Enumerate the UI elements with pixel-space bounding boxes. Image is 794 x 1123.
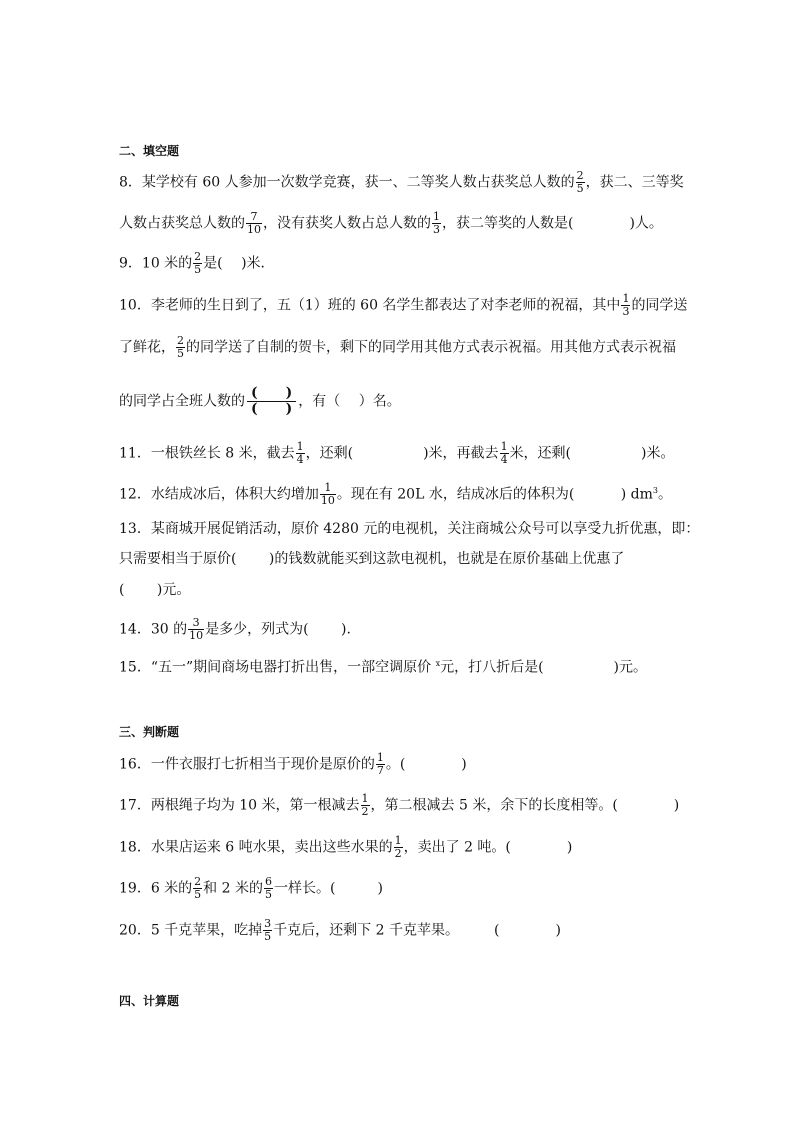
q12-fraction-num: 1 <box>320 482 336 495</box>
q14-fraction-den: 10 <box>189 629 204 642</box>
q19-fraction-1 <box>193 876 202 901</box>
q14-text-b: 是多少，列式为( ). <box>205 621 351 638</box>
question-10-line-3 <box>119 386 401 417</box>
q15-variable-x: x <box>435 659 441 668</box>
question-13-line-3: ( )元。 <box>119 582 191 598</box>
q17-fraction <box>361 793 370 818</box>
q11-text-a: 11．一根铁丝长 8 米，截去 <box>119 445 295 462</box>
q19-text-b: 和 2 米的 <box>203 880 263 897</box>
q15-text-a: 15．“五一”期间商场电器打折出售，一部空调原价 <box>119 659 436 676</box>
q11-fraction-1 <box>296 441 305 466</box>
q16-fraction-num: 1 <box>376 751 384 764</box>
section-heading-fill-blank: 二、填空题 <box>119 144 180 158</box>
q10-fraction-1-num: 1 <box>622 292 630 305</box>
q10-fraction-1-den: 3 <box>622 305 630 318</box>
q9-text-a: 9．10 米的 <box>119 255 193 272</box>
q18-fraction-den: 2 <box>394 847 402 860</box>
q11-fraction-2 <box>500 441 509 466</box>
q8-fraction-3-den: 3 <box>433 223 440 236</box>
q8-fraction-2-den: 10 <box>247 223 261 236</box>
q12-text-a: 12．水结成冰后，体积大约增加 <box>119 486 319 503</box>
question-18 <box>119 835 572 860</box>
q19-fraction-2-num: 6 <box>264 875 272 888</box>
q17-fraction-den: 2 <box>361 805 369 818</box>
q10-text-f: ，有（ ）名。 <box>298 393 401 410</box>
q8-fraction-3-num: 1 <box>433 210 440 223</box>
q17-text-a: 17．两根绳子均为 10 米，第一根减去 <box>119 797 360 814</box>
q19-text-a: 19．6 米的 <box>119 880 193 897</box>
question-10-line-1 <box>119 293 687 318</box>
question-20 <box>119 918 561 943</box>
q16-text-b: 。( ) <box>385 756 467 773</box>
q18-text-a: 18．水果店运来 6 吨水果，卖出这些水果的 <box>119 839 393 856</box>
q11-text-b: ，还剩( )米，再截去 <box>305 445 499 462</box>
q18-fraction <box>394 835 403 860</box>
q16-fraction <box>376 752 385 777</box>
q9-fraction <box>193 251 202 276</box>
q10-fraction-2-den: 5 <box>177 347 184 360</box>
q10-answer-numerator-blank: ( ) <box>247 386 296 402</box>
question-8-line-2 <box>119 211 663 236</box>
q14-fraction <box>188 617 204 642</box>
q8-text-e: ，获二等奖的人数是( )人。 <box>442 215 663 232</box>
q12-text-b: 。现在有 20L 水，结成冰后的体积为( ) dm <box>336 486 653 503</box>
q11-fraction-1-num: 1 <box>296 440 304 453</box>
q14-fraction-num: 3 <box>188 617 204 630</box>
q8-fraction-2-num: 7 <box>246 211 262 224</box>
q8-text-d: ，没有获奖人数占总人数的 <box>263 215 431 232</box>
q17-fraction-num: 1 <box>361 792 369 805</box>
q10-text-a: 10．李老师的生日到了，五（1）班的 60 名学生都表达了对李老师的祝福，其中 <box>119 297 621 314</box>
question-15 <box>119 654 647 678</box>
question-12 <box>119 481 672 507</box>
q12-text-c: 。 <box>658 486 672 503</box>
q17-text-b: ，第二根减去 5 米，余下的长度相等。( ) <box>370 797 680 814</box>
q10-fraction-2 <box>176 335 185 360</box>
q11-fraction-2-den: 4 <box>500 453 508 466</box>
q9-text-b: 是( )米． <box>203 255 275 272</box>
q8-fraction-2 <box>246 211 262 236</box>
q11-fraction-2-num: 1 <box>500 440 508 453</box>
q8-text-c: 人数占获奖总人数的 <box>119 215 245 232</box>
question-16 <box>119 752 467 777</box>
q8-text-b: ，获二、三等奖 <box>585 174 684 191</box>
q11-fraction-1-den: 4 <box>296 453 304 466</box>
q10-text-c: 了鲜花， <box>119 339 175 356</box>
section-heading-calculation: 四、计算题 <box>119 994 180 1008</box>
question-19 <box>119 876 383 901</box>
q10-fraction-1 <box>621 293 630 318</box>
q12-fraction <box>320 482 336 507</box>
question-14 <box>119 617 351 642</box>
q16-text-a: 16．一件衣服打七折相当于现价是原价的 <box>119 756 375 773</box>
q19-text-c: 一样长。( ) <box>273 880 383 897</box>
question-10-line-2 <box>119 335 676 360</box>
q12-fraction-den: 10 <box>320 494 335 508</box>
q18-text-b: ，卖出了 2 吨。( ) <box>403 839 573 856</box>
q14-text-a: 14．30 的 <box>119 621 188 638</box>
q9-fraction-den: 5 <box>194 263 202 276</box>
q8-text-a: 8．某学校有 60 人参加一次数学竞赛，获一、二等奖人数占获奖总人数的 <box>119 174 575 191</box>
q8-fraction-1 <box>576 170 585 195</box>
q8-fraction-3 <box>432 211 441 236</box>
question-17 <box>119 793 679 818</box>
question-13-line-2: 只需要相当于原价( )的钱数就能买到这款电视机，也就是在原价基础上优惠了 <box>119 551 625 567</box>
q11-text-c: 米，还剩( )米。 <box>509 445 675 462</box>
q19-fraction-2-den: 5 <box>264 888 272 901</box>
q10-answer-denominator-blank: ( ) <box>251 401 293 417</box>
question-13-line-1: 13．某商城开展促销活动，原价 4280 元的电视机，关注商城公众号可以享受九折优惠，即： <box>119 521 700 537</box>
q19-fraction-1-den: 5 <box>194 888 202 901</box>
q15-text-b: 元，打八折后是( )元。 <box>440 659 648 676</box>
q10-answer-fraction <box>247 386 296 417</box>
q8-fraction-1-den: 5 <box>576 182 584 195</box>
q18-fraction-num: 1 <box>394 834 402 847</box>
question-9 <box>119 251 275 276</box>
q20-fraction-den: 5 <box>264 930 272 943</box>
q16-fraction-den: 7 <box>376 764 384 777</box>
q10-text-b: 的同学送 <box>631 297 688 314</box>
q10-fraction-2-num: 2 <box>177 334 184 347</box>
q20-fraction <box>263 918 272 943</box>
q12-superscript: 3 <box>652 486 658 495</box>
q19-fraction-1-num: 2 <box>194 875 202 888</box>
q10-text-e: 的同学占全班人数的 <box>119 393 245 410</box>
q19-fraction-2 <box>264 876 273 901</box>
q20-text-a: 20．5 千克苹果，吃掉 <box>119 922 263 939</box>
q8-fraction-1-num: 2 <box>576 169 584 182</box>
question-8-line-1 <box>119 170 684 195</box>
q20-fraction-num: 3 <box>264 917 272 930</box>
q10-text-d: 的同学送了自制的贺卡，剩下的同学用其他方式表示祝福。用其他方式表示祝福 <box>186 339 676 356</box>
q20-text-b: 千克后，还剩下 2 千克苹果。 ( ) <box>273 922 561 939</box>
question-11 <box>119 441 675 466</box>
section-heading-true-false: 三、判断题 <box>119 725 180 739</box>
q9-fraction-num: 2 <box>194 250 202 263</box>
